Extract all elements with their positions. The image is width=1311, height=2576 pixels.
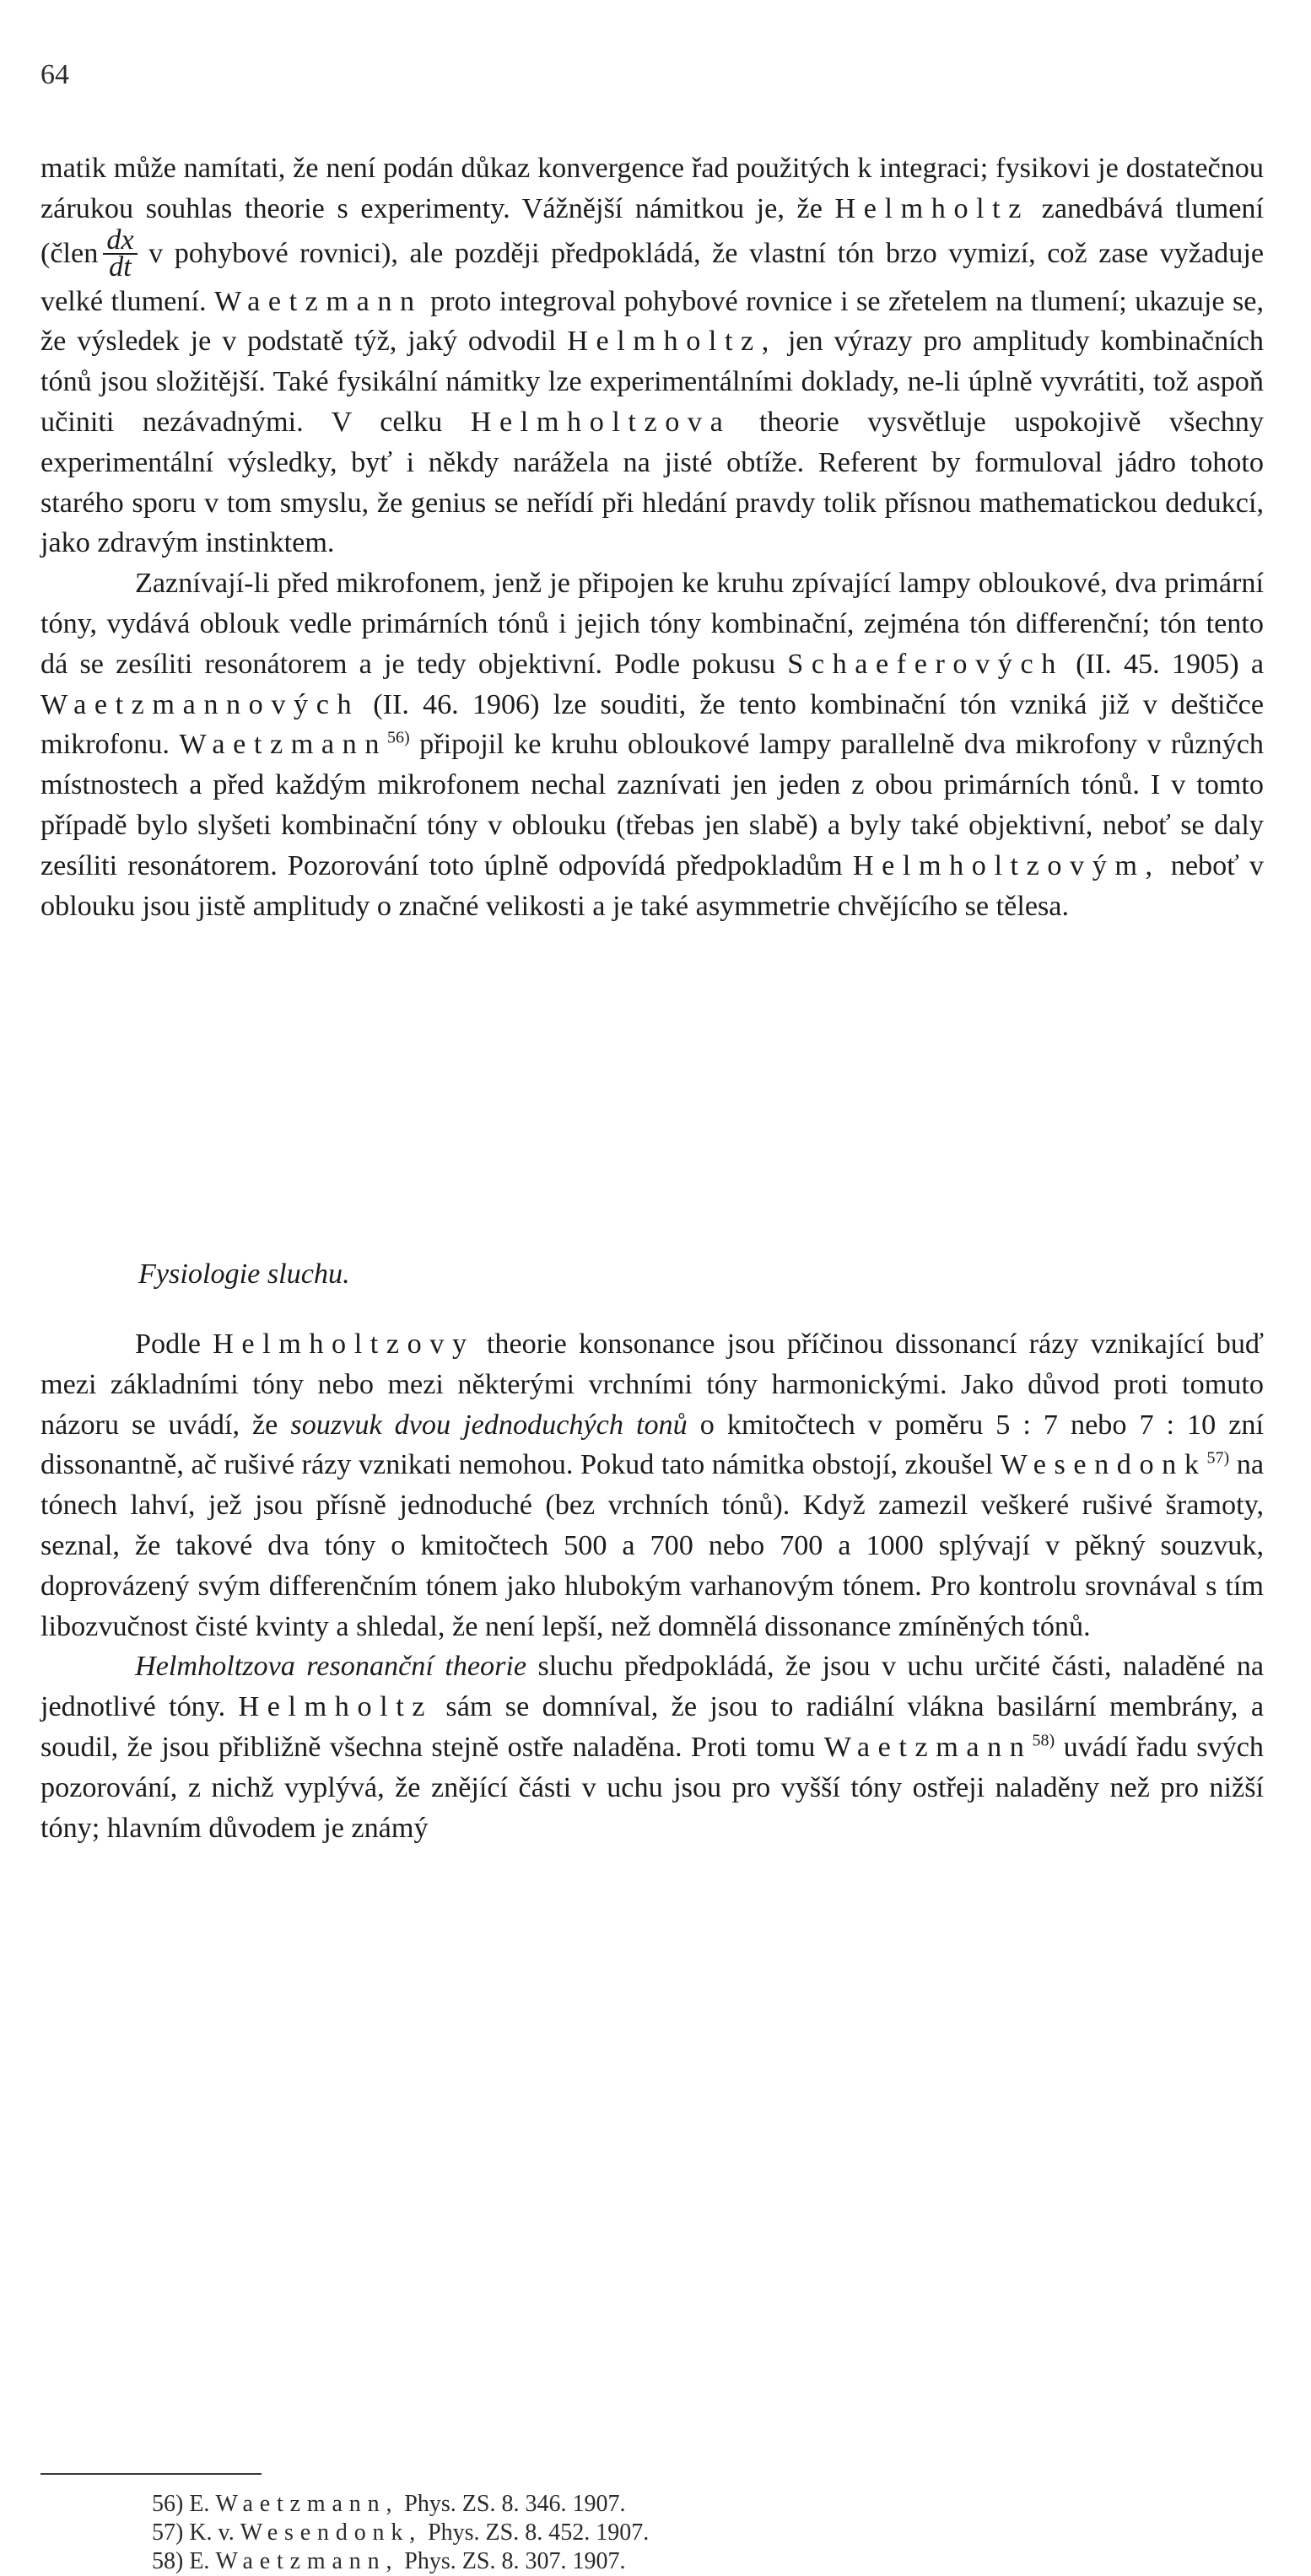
footnote-initial: E. [189, 2491, 210, 2517]
author-name: Helmholtzovy [213, 1328, 475, 1360]
text-run: uvádí řadu svých pozorování, z nichž vyplývá, že znějící části v uchu jsou pro vyšší tóny ostřeji naladěny než pro nižší tóny; hlavním důvodem je známý [40, 1731, 1264, 1844]
text-run: (II. 46. 1906) lze souditi, že tento kombinační tón vzniká již v deštičce mikrofonu. [40, 688, 1265, 761]
text-run: sám se domníval, že jsou to radiální vlákna basilární membrány, a soudil, že jsou přibližně všechna stejně ostře naladěna. Proti tomu [40, 1691, 1265, 1763]
text-run: sluchu předpokládá, že jsou v uchu určité části, naladěné na jednotlivé tóny. [40, 1651, 1264, 1723]
text-run: na tónech lahví, jež jsou přísně jednoduché (bez vrchních tónů). Když zamezil veškeré rušivé šramoty, seznal, že takové dva tóny o kmitočtech 500 a 700 nebo 700 a 1000 splývají v pěkný souzvuk, doprovázený svým differenčním tónem jako hlubokým varhanovým tónem. Pro kontrolu srovnával s tím libozvučnost čisté kvinty a shledal, že není lepší, než domnělá dissonance zmíněných tónů. [40, 1449, 1265, 1642]
text-run: Podle [135, 1328, 201, 1360]
text-block-upper [40, 148, 1264, 926]
footnote-marker: 56) [152, 2491, 184, 2517]
emphasis-text: souzvuk dvou jednoduchých tonů [290, 1409, 688, 1441]
footnote-57 [152, 2519, 1164, 2547]
footnote-citation: Phys. ZS. 8. 346. 1907. [404, 2491, 626, 2517]
author-name: Waetzmann [213, 285, 423, 317]
footnote-56 [152, 2490, 1164, 2519]
paragraph-resonance-theory [40, 1646, 1264, 1848]
text-run: připojil ke kruhu obloukové lampy parallelně dva mikrofony v různých místnostech a před každým mikrofonem nechal zaznívati jen jeden z obou primárních tónů. I v tomto případě bylo slyšeti kombinační tóny v oblouku (třebas jen slabě) a byly také objektivní, neboť se daly zesíliti resonátorem. Pozorování toto úplně odpovídá předpokladům [40, 729, 1265, 881]
footnote-author: Waetzmann, [215, 2491, 399, 2517]
paragraph-consonance [40, 1324, 1264, 1646]
footnote-58 [152, 2547, 1164, 2576]
footnotes [152, 2490, 1164, 2576]
footnote-marker: 57) [152, 2519, 184, 2546]
footnote-reference: 58) [1032, 1731, 1055, 1750]
author-name: Helmholtz [834, 192, 1030, 224]
author-name: Helmholtz, [567, 326, 777, 358]
section-heading: Fysiologie sluchu. [138, 1258, 350, 1290]
author-name: Schaeferových [787, 648, 1064, 680]
author-name: Helmholtz [238, 1691, 434, 1723]
footnote-reference: 56) [387, 728, 410, 747]
text-run: Zaznívají-li před mikrofonem, jenž je připojen ke kruhu zpívající lampy obloukové, dva primární tóny, vydává oblouk vedle primárních tónů i jejich tóny kombinační, zejména tón differenční; tón tento dá se zesíliti resonátorem a je tedy objektivní. Podle pokusu [40, 568, 1264, 680]
text-run: neboť v oblouku jsou jistě amplitudy o značné velikosti a je také asymmetrie chvějícího se tělesa. [40, 849, 1265, 922]
text-block-lower [40, 1324, 1264, 1848]
fraction-dx-dt [103, 224, 137, 283]
author-name: Waetzmannových [40, 688, 360, 720]
page-number: 64 [40, 59, 69, 90]
footnote-initial: K. v. [189, 2519, 235, 2546]
text-run: v pohybové rovnici), ale později předpokládá, že vlastní tón brzo vymizí, což zase vyžaduje velké tlumení. [40, 237, 1264, 317]
footnote-marker: 58) [152, 2548, 184, 2574]
footnote-divider [40, 2473, 262, 2475]
paragraph-microphone [40, 563, 1264, 926]
text-run: o kmitočtech v poměru 5 : 7 nebo 7 : 10 zní dissonantně, ač rušivé rázy vznikati nemohou. Pokud tato námitka obstojí, zkoušel [40, 1409, 1265, 1481]
text-run: matik může namítati, že není podán důkaz konvergence řad použitých k integraci; fysikovi je dostatečnou zárukou souhlas theorie s experimenty. Vážnější námitkou je, že [40, 153, 1264, 224]
fraction-numerator: dx [103, 228, 137, 255]
footnote-citation: Phys. ZS. 8. 307. 1907. [404, 2548, 626, 2574]
text-run: proto integroval pohybové rovnice i se zřetelem na tlumení; ukazuje se, že výsledek je v podstatě týž, jaký odvodil [40, 285, 1265, 358]
author-name: Helmholtzova [470, 406, 731, 438]
paragraph-convergence [40, 148, 1264, 563]
footnote-citation: Phys. ZS. 8. 452. 1907. [428, 2519, 650, 2546]
author-name: Waetzmann [823, 1731, 1033, 1763]
author-name: Wesendonk [1000, 1449, 1207, 1481]
text-run: (II. 45. 1905) a [1076, 648, 1264, 680]
footnote-author: Waetzmann, [215, 2548, 399, 2574]
footnote-author: Wesendonk, [240, 2519, 423, 2546]
text-run: zanedbává tlumení (člen [40, 192, 1264, 269]
author-name: Waetzmann [179, 729, 387, 761]
fraction-denominator: dt [109, 251, 132, 283]
emphasis-text: Helmholtzova resonanční theorie [135, 1651, 527, 1683]
footnote-reference: 57) [1206, 1449, 1230, 1468]
author-name: Helmholtzovým, [852, 849, 1161, 881]
text-run: theorie konsonance jsou příčinou dissonancí rázy vznikající buď mezi základními tóny nebo mezi některými vrchními tóny harmonickými. Jako důvod proti tomuto názoru se uvádí, že [40, 1328, 1265, 1441]
footnote-initial: E. [189, 2548, 210, 2574]
text-run: theorie vysvětluje uspokojivě všechny experimentální výsledky, byť i někdy narážela na jisté obtíže. Referent by formuloval jádro tohoto starého sporu v tom smyslu, že genius se neřídí při hledání pravdy tolik přísnou mathematickou dedukcí, jako zdravým instinktem. [40, 406, 1264, 559]
text-run: jen výrazy pro amplitudy kombinačních tónů jsou složitější. Také fysikální námitky lze experimentálními doklady, ne-li úplně vyvrátiti, tož aspoň učiniti nezávadnými. V celku [40, 326, 1265, 438]
